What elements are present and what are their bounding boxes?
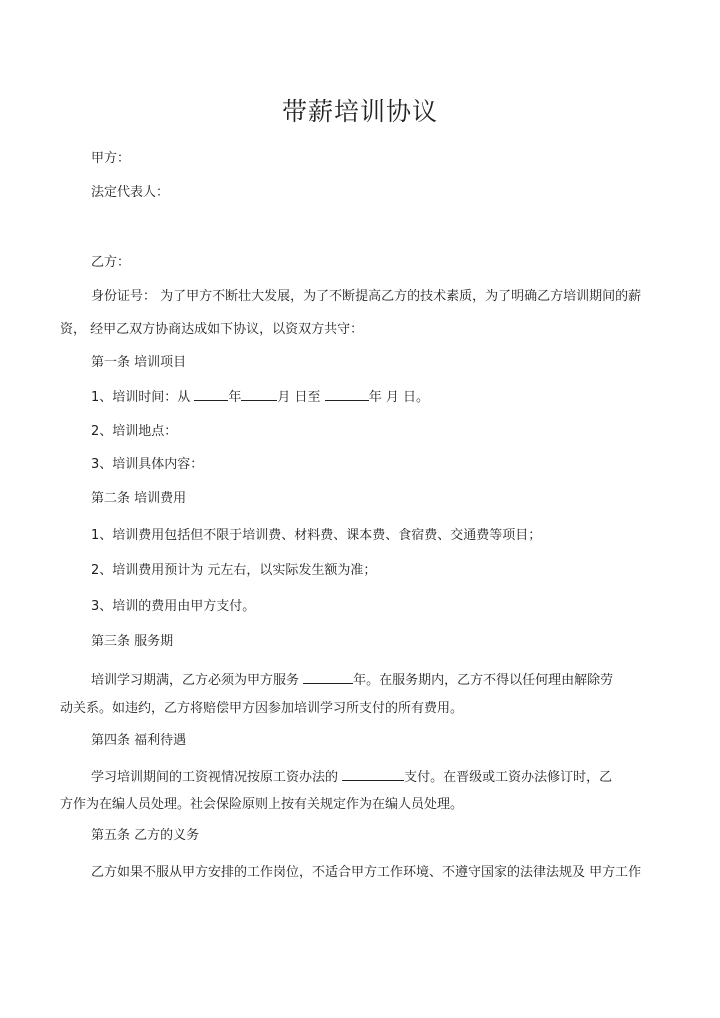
- party-a-label: 甲方：: [91, 151, 131, 166]
- article-5-heading: 第五条 乙方的义务: [91, 828, 200, 843]
- document-title: 带薪培训协议: [281, 97, 438, 126]
- end-date-suffix: 年 月 日。: [368, 390, 429, 405]
- service-period-suffix: 年。在服务期内，乙方不得以任何理由解除劳: [353, 673, 614, 688]
- article-1-heading: 第一条 培训项目: [91, 355, 187, 370]
- article-2-item-3: 3、培训的费用由甲方支付。: [91, 599, 256, 614]
- article-2-heading: 第二条 培训费用: [91, 491, 187, 506]
- benefits-suffix: 支付。在晋级或工资办法修订时，乙: [404, 770, 613, 785]
- article-1-item-1: [91, 388, 429, 407]
- legal-rep-label: 法定代表人：: [91, 185, 170, 200]
- article-3-line-1: [91, 671, 613, 690]
- blank-underline: [241, 388, 277, 401]
- article-4-line-2: 方作为在编人员处理。社会保险原则上按有关规定作为在编人员处理。: [60, 797, 464, 812]
- blank-underline: [325, 388, 369, 401]
- article-3-heading: 第三条 服务期: [91, 634, 174, 649]
- blank-underline: [342, 768, 404, 781]
- blank-underline: [194, 388, 228, 401]
- article-4-heading: 第四条 福利待遇: [91, 733, 187, 748]
- month-day-to: 月 日至: [277, 390, 325, 405]
- intro-line-2: 资， 经甲乙双方协商达成如下协议，以资双方共守：: [60, 322, 364, 337]
- training-time-prefix: 1、培训时间：从: [91, 390, 195, 405]
- article-5-line-1: 乙方如果不服从甲方安排的工作岗位，不适合甲方工作环境、不遵守国家的法律法规及 甲方工作: [91, 865, 642, 880]
- article-3-line-2: 动关系。如违约，乙方将赔偿甲方因参加培训学习所支付的所有费用。: [60, 701, 464, 716]
- article-2-item-1: 1、培训费用包括但不限于培训费、材料费、课本费、食宿费、交通费等项目；: [91, 528, 542, 543]
- year-label: 年: [228, 390, 242, 405]
- party-b-label: 乙方：: [91, 255, 131, 270]
- benefits-prefix: 学习培训期间的工资视情况按原工资办法的: [91, 770, 343, 785]
- intro-line-1: 身份证号： 为了甲方不断壮大发展，为了不断提高乙方的技术素质，为了明确乙方培训期间的薪: [91, 289, 642, 304]
- article-4-line-1: [91, 768, 612, 787]
- article-2-item-2: 2、培训费用预计为 元左右，以实际发生额为准；: [91, 563, 377, 578]
- blank-underline: [303, 671, 353, 684]
- article-1-item-3: 3、培训具体内容：: [91, 457, 204, 472]
- service-period-prefix: 培训学习期满，乙方必须为甲方服务: [91, 673, 304, 688]
- article-1-item-2: 2、培训地点：: [91, 424, 178, 439]
